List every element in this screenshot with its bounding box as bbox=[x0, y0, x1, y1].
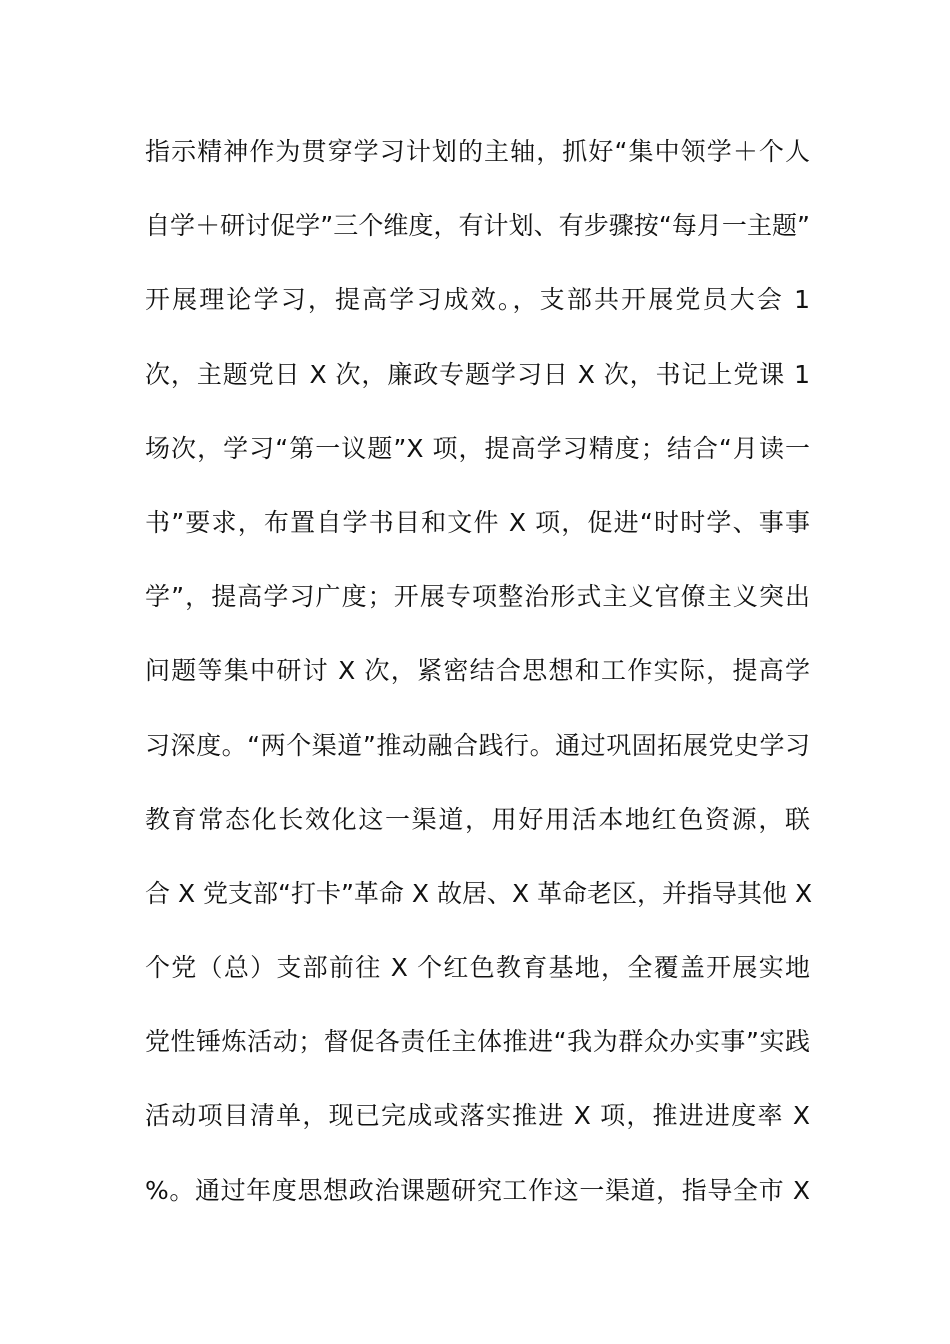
text-line: %。通过年度思想政治课题研究工作这一渠道，指导全市 X bbox=[145, 1175, 810, 1205]
text-line: 党性锤炼活动；督促各责任主体推进“我为群众办实事”实践 bbox=[145, 1027, 810, 1057]
text-line: 学”，提高学习广度；开展专项整治形式主义官僚主义突出 bbox=[145, 582, 810, 612]
text-line: 教育常态化长效化这一渠道，用好用活本地红色资源，联 bbox=[145, 804, 810, 834]
text-line: 次，主题党日 X 次，廉政专题学习日 X 次，书记上党课 1 bbox=[145, 359, 810, 389]
text-line: 自学＋研讨促学”三个维度，有计划、有步骤按“每月一主题” bbox=[145, 211, 810, 241]
text-line: 问题等集中研讨 X 次，紧密结合思想和工作实际，提高学 bbox=[145, 656, 810, 686]
body-paragraph bbox=[145, 115, 813, 1228]
text-line: 个党（总）支部前往 X 个红色教育基地，全覆盖开展实地 bbox=[145, 953, 810, 983]
text-line: 场次，学习“第一议题”X 项，提高学习精度；结合“月读一 bbox=[145, 433, 810, 463]
text-line: 活动项目清单，现已完成或落实推进 X 项，推进进度率 X bbox=[145, 1101, 810, 1131]
text-line: 书”要求，布置自学书目和文件 X 项，促进“时时学、事事 bbox=[145, 507, 810, 537]
text-line: 习深度。“两个渠道”推动融合践行。通过巩固拓展党史学习 bbox=[145, 730, 810, 760]
text-line: 开展理论学习，提高学习成效。，支部共开展党员大会 1 bbox=[145, 285, 810, 315]
text-line: 指示精神作为贯穿学习计划的主轴，抓好“集中领学＋个人 bbox=[145, 137, 810, 166]
text-line: 合 X 党支部“打卡”革命 X 故居、X 革命老区，并指导其他 X bbox=[145, 878, 813, 908]
